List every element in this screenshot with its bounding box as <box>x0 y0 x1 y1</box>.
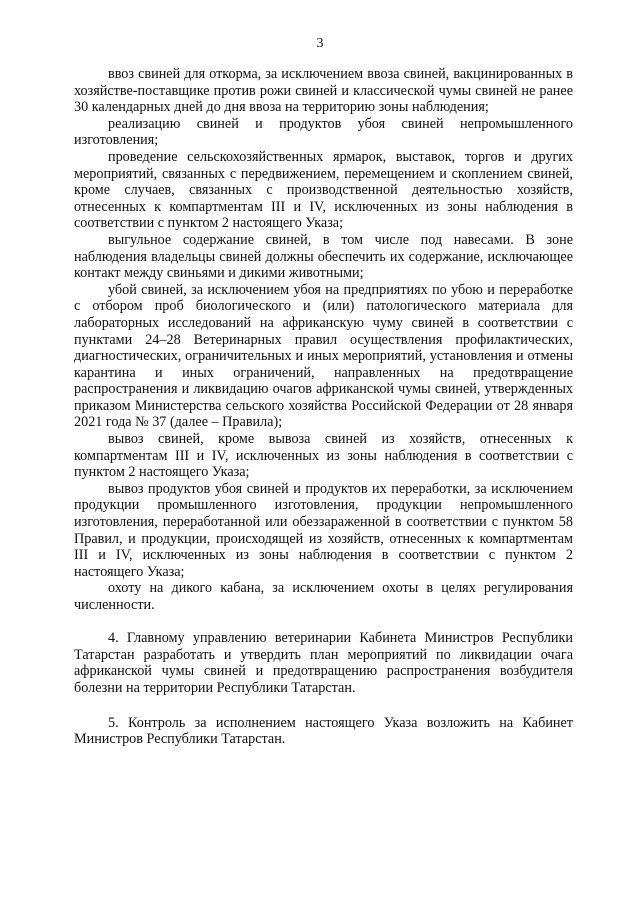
paragraph-item-4: 4. Главному управлению ветеринарии Кабинета Министров Республики Татарстан разработать и утвердить план мероприятий по ликвидации очага африканской чумы свиней и предотвращению распространения возбудителя болезни на территории Республики Татарстан. <box>74 630 573 696</box>
paragraph-import-restriction: ввоз свиней для откорма, за исключением ввоза свиней, вакцинированных в хозяйстве-поставщике против рожи свиней и классической чумы свиней не ранее 30 календарных дней до дня ввоза на территорию зоны наблюдения; <box>74 66 573 116</box>
document-body <box>74 66 573 748</box>
paragraph-item-5: 5. Контроль за исполнением настоящего Указа возложить на Кабинет Министров Республики Татарстан. <box>74 714 573 748</box>
paragraph-export-products-restriction: вывоз продуктов убоя свиней и продуктов их переработки, за исключением продукции промышленного изготовления, продукции непромышленного изготовления, переработанной или обеззараженной в соответствии с пунктом 58 Правил, и продукции, происходящей из хозяйств, отнесенных к компартментам III и IV, исключенных из зоны наблюдения в соответствии с пунктом 2 настоящего Указа; <box>74 480 573 580</box>
paragraph-fairs-restriction: проведение сельскохозяйственных ярмарок, выставок, торгов и других мероприятий, связанных с передвижением, перемещением и скоплением свиней, кроме случаев, связанных с производственной деятельностью хозяйств, отнесенных к компартментам III и IV, исключенных из зоны наблюдения в соответствии с пунктом 2 настоящего Указа; <box>74 148 573 232</box>
paragraph-export-pigs-restriction: вывоз свиней, кроме вывоза свиней из хозяйств, отнесенных к компартментам III и IV, исключенных из зоны наблюдения в соответствии с пунктом 2 настоящего Указа; <box>74 431 573 481</box>
paragraph-slaughter-restriction: убой свиней, за исключением убоя на предприятиях по убою и переработке с отбором проб биологического и (или) патологического материала для лабораторных исследований на африканскую чуму свиней в соответствии с пунктами 24–28 Ветеринарных правил осуществления профилактических, диагностических, ограничительных и иных мероприятий, установления и отмены карантина и иных ограничений, направленных на предотвращение распространения и ликвидацию очагов африканской чумы свиней, утвержденных приказом Министерства сельского хозяйства Российской Федерации от 28 января 2021 года № 37 (далее – Правила); <box>74 281 573 431</box>
paragraph-hunting-restriction: охоту на дикого кабана, за исключением охоты в целях регулирования численности. <box>74 580 573 613</box>
paragraph-sale-restriction: реализацию свиней и продуктов убоя свиней непромышленного изготовления; <box>74 115 573 149</box>
paragraph-free-range-restriction: выгульное содержание свиней, в том числе под навесами. В зоне наблюдения владельцы свиней должны обеспечить их содержание, исключающее контакт между свиньями и дикими животными; <box>74 231 573 282</box>
page-number: 3 <box>316 36 324 51</box>
